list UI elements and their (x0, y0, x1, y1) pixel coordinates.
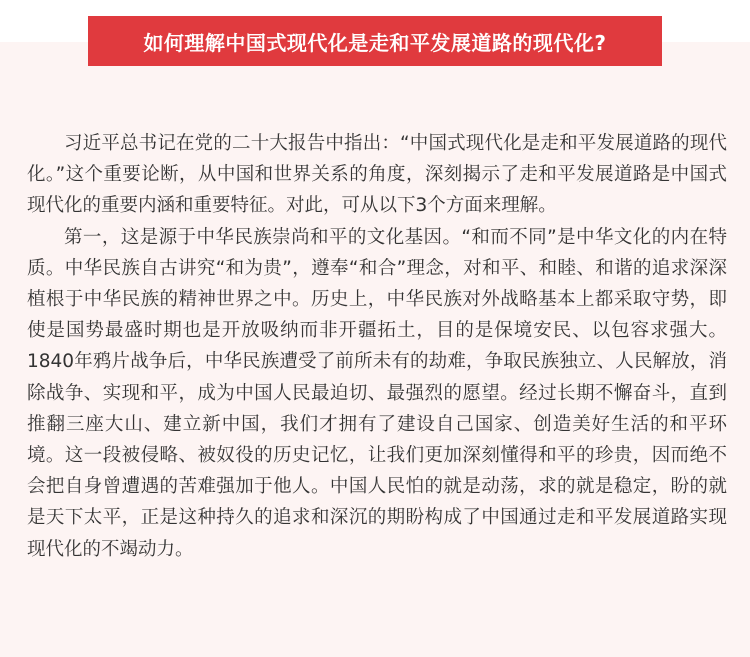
title-banner (88, 16, 662, 66)
article-body (27, 128, 727, 565)
paragraph-first-point: 第一，这是源于中华民族崇尚和平的文化基因。“和而不同”是中华文化的内在特质。中华民族自古讲究“和为贵”，遵奉“和合”理念，对和平、和睦、和谐的追求深深植根于中华民族的精神世界之中。历史上，中华民族对外战略基本上都采取守势，即使是国势最盛时期也是开放吸纳而非开疆拓土，目的是保境安民、以包容求强大。1840年鸦片战争后，中华民族遭受了前所未有的劫难，争取民族独立、人民解放，消除战争、实现和平，成为中国人民最迫切、最强烈的愿望。经过长期不懈奋斗，直到推翻三座大山、建立新中国，我们才拥有了建设自己国家、创造美好生活的和平环境。这一段被侵略、被奴役的历史记忆，让我们更加深刻懂得和平的珍贵，因而绝不会把自身曾遭遇的苦难强加于他人。中国人民怕的就是动荡，求的就是稳定，盼的就是天下太平，正是这种持久的追求和深沉的期盼构成了中国通过走和平发展道路实现现代化的不竭动力。 (27, 226, 727, 560)
article-title: 如何理解中国式现代化是走和平发展道路的现代化? (143, 30, 607, 55)
paragraph-intro: 习近平总书记在党的二十大报告中指出：“中国式现代化是走和平发展道路的现代化。”这个重要论断，从中国和世界关系的角度，深刻揭示了走和平发展道路是中国式现代化的重要内涵和重要特征。对此，可从以下3个方面来理解。 (27, 133, 727, 217)
